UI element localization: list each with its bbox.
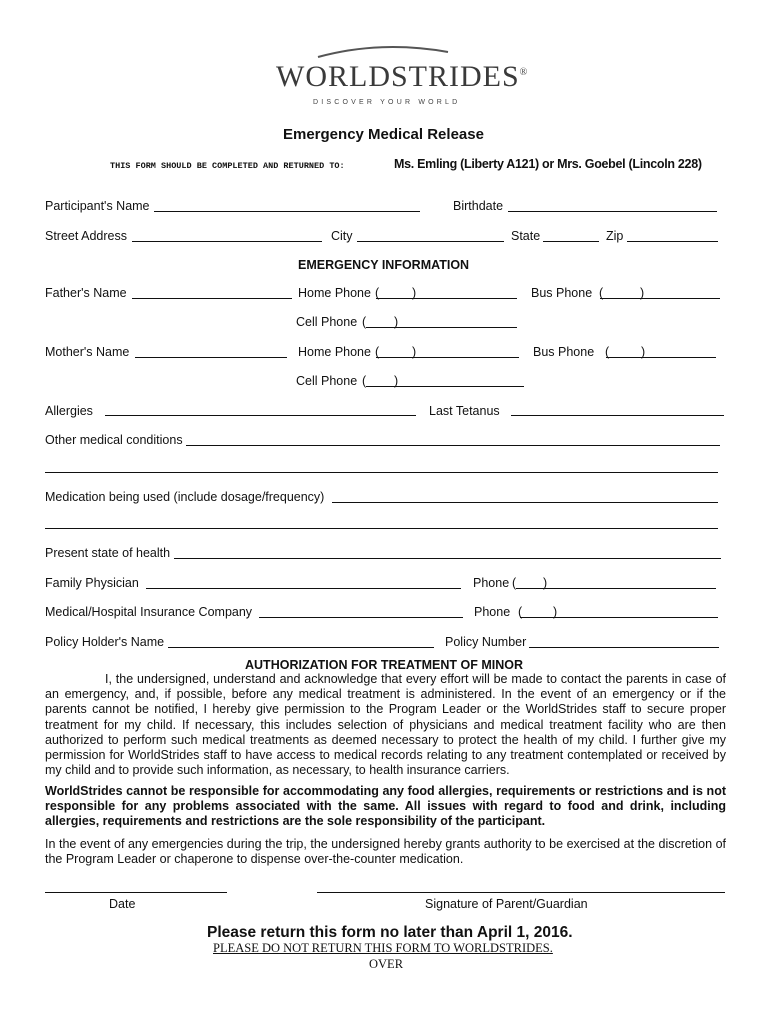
- state-label: State: [511, 229, 541, 243]
- other-conditions-label: Other medical conditions: [45, 433, 183, 447]
- father-name-field[interactable]: [132, 298, 292, 299]
- street-address-label: Street Address: [45, 229, 127, 243]
- physician-area-open: (: [512, 576, 517, 590]
- zip-field[interactable]: [627, 241, 718, 242]
- birthdate-label: Birthdate: [453, 199, 504, 213]
- insurance-area-close: ): [553, 605, 558, 619]
- mother-bus-area-open: (: [605, 345, 610, 359]
- allergies-field[interactable]: [105, 415, 416, 416]
- city-field[interactable]: [357, 241, 504, 242]
- father-name-label: Father's Name: [45, 286, 127, 300]
- family-physician-label: Family Physician: [45, 576, 139, 590]
- mother-cell-area-open: (: [362, 374, 367, 388]
- city-label: City: [331, 229, 353, 243]
- insurance-phone-label: Phone: [474, 605, 511, 619]
- mother-name-label: Mother's Name: [45, 345, 130, 359]
- birthdate-field[interactable]: [508, 211, 717, 212]
- mother-name-field[interactable]: [135, 357, 287, 358]
- other-conditions-field-line2[interactable]: [45, 472, 718, 473]
- mother-home-phone-label: Home Phone: [298, 345, 371, 359]
- mother-home-phone-field[interactable]: [376, 357, 519, 358]
- logo-brand-text: WORLDSTRIDES: [276, 60, 520, 93]
- insurance-company-field[interactable]: [259, 617, 463, 618]
- food-disclaimer-paragraph: WorldStrides cannot be responsible for accommodating any food allergies, requirements or restrictions and is not responsible for any problems associated with the same. All issues with regard to food and drink, including allergies, requirements and restrictions are the sole responsibility of the participant.: [45, 784, 726, 829]
- zip-label: Zip: [606, 229, 624, 243]
- father-cell-phone-label: Cell Phone: [296, 315, 358, 329]
- date-signature-line[interactable]: [45, 892, 227, 893]
- logo-wordmark: [276, 60, 528, 94]
- present-state-label: Present state of health: [45, 546, 171, 560]
- father-home-area-close: ): [412, 286, 417, 300]
- policy-holder-label: Policy Holder's Name: [45, 635, 165, 649]
- father-bus-area-close: ): [640, 286, 645, 300]
- present-state-field[interactable]: [174, 558, 721, 559]
- mother-cell-area-close: ): [394, 374, 399, 388]
- insurance-company-label: Medical/Hospital Insurance Company: [45, 605, 253, 619]
- participant-name-field[interactable]: [154, 211, 420, 212]
- allergies-label: Allergies: [45, 404, 93, 418]
- father-cell-area-open: (: [362, 315, 367, 329]
- mother-bus-phone-label: Bus Phone: [533, 345, 595, 359]
- father-cell-phone-field[interactable]: [366, 327, 517, 328]
- last-tetanus-field[interactable]: [511, 415, 724, 416]
- father-bus-phone-field[interactable]: [600, 298, 720, 299]
- authorization-heading: AUTHORIZATION FOR TREATMENT OF MINOR: [245, 658, 523, 672]
- mother-bus-area-close: ): [641, 345, 646, 359]
- medication-label: Medication being used (include dosage/frequency): [45, 490, 325, 504]
- insurance-phone-field[interactable]: [520, 617, 718, 618]
- physician-phone-label: Phone: [473, 576, 510, 590]
- physician-phone-field[interactable]: [516, 588, 716, 589]
- return-instruction: THIS FORM SHOULD BE COMPLETED AND RETURNED TO:: [110, 161, 345, 171]
- medication-field-line2[interactable]: [45, 528, 718, 529]
- registered-mark: ®: [519, 67, 529, 78]
- return-recipients: Ms. Emling (Liberty A121) or Mrs. Goebel (Lincoln 228): [394, 157, 702, 171]
- family-physician-field[interactable]: [146, 588, 461, 589]
- father-home-phone-label: Home Phone: [298, 286, 371, 300]
- date-label: Date: [109, 897, 136, 911]
- policy-number-label: Policy Number: [445, 635, 527, 649]
- authorization-paragraph: I, the undersigned, understand and acknowledge that every effort will be made to contact the parents in case of an emergency, and, if possible, before any medical treatment is administered. In the event of an emergency or if the parents cannot be notified, I hereby give permission to the Program Leader or the WorldStrides staff to secure proper treatment for my child. If necessary, this includes selection of physicians and medical treatment facility who are then authorized to perform such medical treatments as deemed necessary to protect the health of my child. I further give my permission for WorldStrides staff to have access to medical records relating to any treatment contemplated or received by my child and to provide such information, as necessary, to health insurance carriers.: [45, 672, 726, 778]
- father-cell-area-close: ): [394, 315, 399, 329]
- mother-home-area-open: (: [375, 345, 380, 359]
- mother-bus-phone-field[interactable]: [606, 357, 716, 358]
- last-tetanus-label: Last Tetanus: [429, 404, 500, 418]
- policy-number-field[interactable]: [529, 647, 719, 648]
- return-deadline-notice: Please return this form no later than April 1, 2016.: [207, 924, 573, 941]
- form-title: Emergency Medical Release: [283, 126, 484, 143]
- insurance-area-open: (: [518, 605, 523, 619]
- street-address-field[interactable]: [132, 241, 322, 242]
- parent-signature-line[interactable]: [317, 892, 725, 893]
- do-not-return-notice: PLEASE DO NOT RETURN THIS FORM TO WORLDSTRIDES.: [213, 941, 553, 955]
- logo-tagline: DISCOVER YOUR WORLD: [313, 99, 461, 106]
- father-home-area-open: (: [375, 286, 380, 300]
- policy-holder-field[interactable]: [168, 647, 434, 648]
- over-indicator: OVER: [369, 957, 404, 971]
- father-bus-phone-label: Bus Phone: [531, 286, 593, 300]
- other-conditions-field[interactable]: [186, 445, 720, 446]
- emergency-info-heading: EMERGENCY INFORMATION: [298, 258, 470, 272]
- mother-cell-phone-field[interactable]: [366, 386, 524, 387]
- mother-home-area-close: ): [412, 345, 417, 359]
- mother-cell-phone-label: Cell Phone: [296, 374, 358, 388]
- physician-area-close: ): [543, 576, 548, 590]
- medication-field[interactable]: [332, 502, 718, 503]
- signature-label: Signature of Parent/Guardian: [425, 897, 588, 911]
- participant-name-label: Participant's Name: [45, 199, 150, 213]
- father-bus-area-open: (: [599, 286, 604, 300]
- father-home-phone-field[interactable]: [376, 298, 517, 299]
- state-field[interactable]: [543, 241, 599, 242]
- otc-medication-paragraph: In the event of any emergencies during the trip, the undersigned hereby grants authority to be exercised at the discretion of the Program Leader or chaperone to dispense over-the-counter medication.: [45, 837, 726, 867]
